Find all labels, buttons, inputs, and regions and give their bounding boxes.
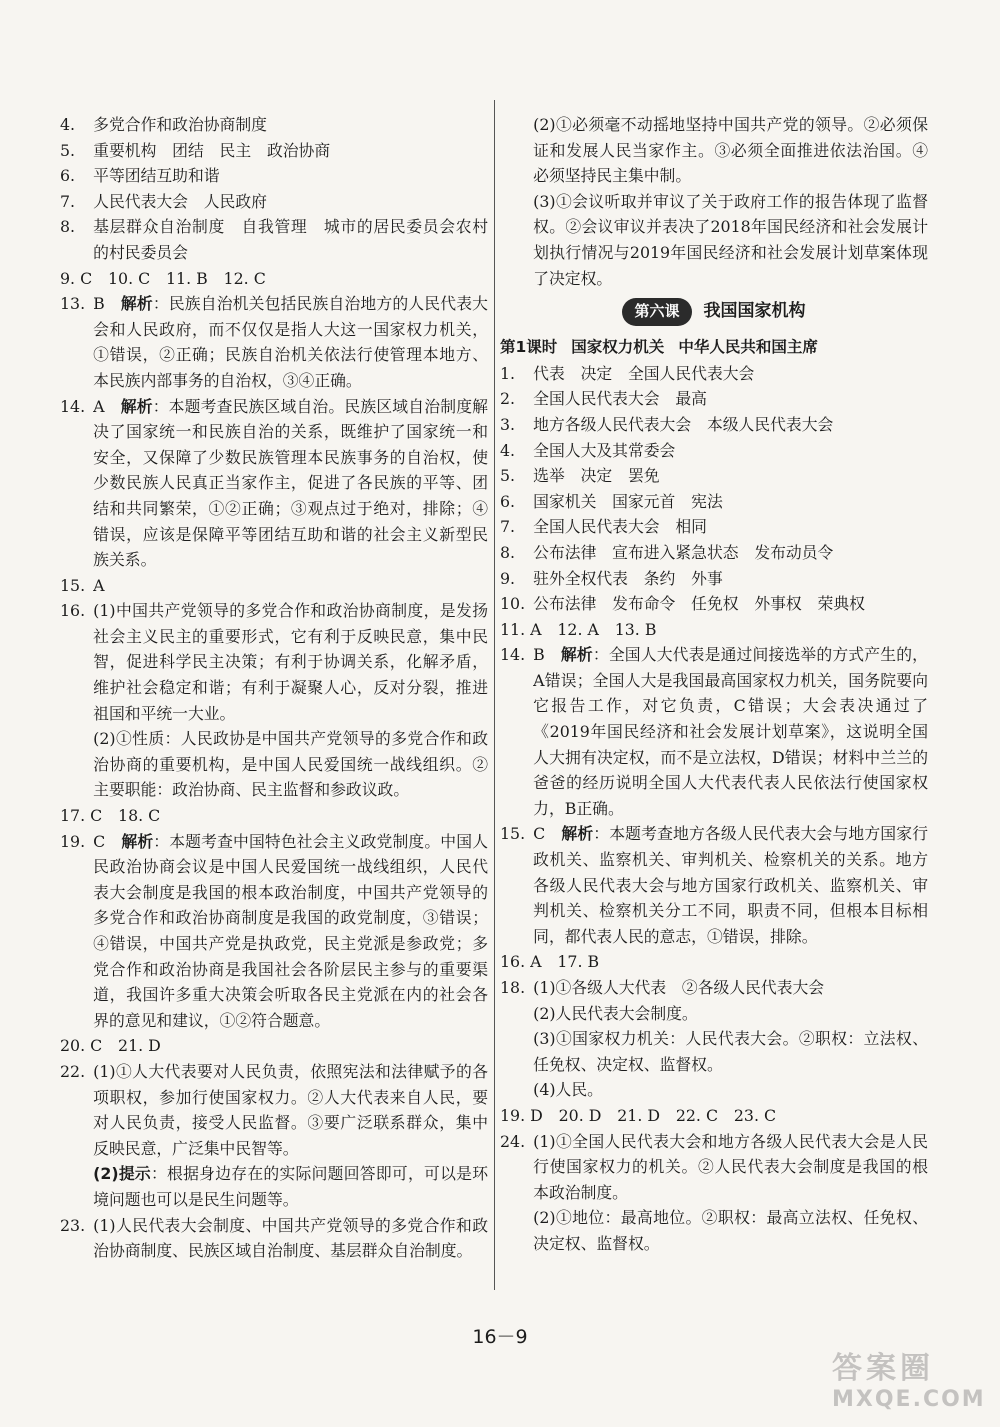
answer-item: 4. 全国人大及其常委会 [500, 440, 676, 460]
answer-item: 7. 全国人民代表大会 相同 [500, 517, 707, 537]
answer-item-23-part3: (3)①会议听取并审议了关于政府工作的报告体现了监督权。②会议审议并表决了2018年国民经济和社会发展计划执行情况与2019年国民经济和社会发展计划草案体现了决定权。 [533, 191, 928, 288]
answer-item: 5. 选举 决定 罢免 [500, 466, 660, 486]
left-column [60, 112, 488, 1264]
answer-item: 5. 重要机构 团结 民主 政治协商 [60, 140, 331, 160]
answer-item: 10. 公布法律 发布命令 任免权 外事权 荣典权 [500, 594, 865, 614]
answer-item-15: 15. C 解析：本题考查地方各级人民代表大会与地方国家行政机关、监察机关、审判机关、检察机关的关系。地方各级人民代表大会与地方国家行政机关、监察机关、审判机关、检察机关分工不同，职责不同，但根本目标相同，都代表人民的意志，①错误，排除。 [500, 824, 928, 946]
answer-item: 6. 国家机关 国家元首 宪法 [500, 491, 723, 511]
answer-item: 8. 公布法律 宣布进入紧急状态 发布动员令 [500, 542, 834, 562]
answer-item-22: 22. (1)①人大代表要对人民负责，依照宪法和法律赋予的各项职权，参加行使国家权力。②人大代表来自人民，要对人民负责，接受人民监督。③要广泛联系群众，集中反映民意，广泛集中民智等。 [60, 1061, 488, 1158]
answer-item: 4. 多党合作和政治协商制度 [60, 115, 267, 134]
mc-answers: 11. A 12. A 13. B [500, 619, 657, 639]
answer-item: 7. 人民代表大会 人民政府 [60, 191, 267, 211]
answer-item-23-part2: (2)①必须毫不动摇地坚持中国共产党的领导。②必须保证和发展人民当家作主。③必须全面推进依法治国。④必须坚持民主集中制。 [533, 115, 928, 186]
answer-item: 6. 平等团结互助和谐 [60, 166, 220, 186]
watermark-logo: 答案圈 MXQE.COM [832, 1351, 986, 1412]
column-divider [494, 100, 495, 1290]
answer-item: 1. 代表 决定 全国人民代表大会 [500, 363, 755, 383]
answer-item-15: 15. A [60, 575, 105, 595]
answer-item-16-part2: (2)①性质：人民政协是中国共产党领导的多党合作和政治协商的重要机构，是中国人民爱国统一战线组织。②主要职能：政治协商、民主监督和参政议政。 [93, 729, 488, 800]
right-column [500, 112, 928, 1257]
answer-item-13: 13. B 解析：民族自治机关包括民族自治地方的人民代表大会和人民政府，而不仅仅是指人大这一国家权力机关，①错误，②正确；民族自治机关依法行使管理本地方、本民族内部事务的自治权，③④正确。 [60, 294, 488, 390]
answer-item: 2. 全国人民代表大会 最高 [500, 389, 707, 409]
mc-answers: 9. C 10. C 11. B 12. C [60, 268, 266, 288]
answer-item-24: 24. (1)①全国人民代表大会和地方各级人民代表大会是人民行使国家权力的机关。②人民代表大会制度是我国的根本政治制度。 [500, 1131, 928, 1202]
answer-item-23: 23. (1)人民代表大会制度、中国共产党领导的多党合作和政治协商制度、民族区域自治制度、基层群众自治制度。 [60, 1215, 488, 1261]
answer-item-18-part3: (3)①国家权力机关：人民代表大会。②职权：立法权、任免权、决定权、监督权。 [533, 1029, 928, 1074]
section-heading: 第1课时 国家权力机关 中华人民共和国主席 [500, 338, 818, 357]
answer-item: 3. 地方各级人民代表大会 本级人民代表大会 [500, 414, 834, 434]
answer-item: 9. 驻外全权代表 条约 外事 [500, 568, 723, 588]
answer-item-18-part2: (2)人民代表大会制度。 [533, 1003, 698, 1023]
mc-answers: 16. A 17. B [500, 952, 600, 972]
answer-item-18: 18. (1)①各级人大代表 ②各级人民代表大会 [500, 978, 825, 997]
answer-item-22-part2: (2)提示：根据身边存在的实际问题回答即可，可以是环境问题也可以是民生问题等。 [93, 1164, 488, 1209]
answer-item: 8. 基层群众自治制度 自我管理 城市的居民委员会农村的村民委员会 [60, 217, 488, 262]
answer-item-14: 14. A 解析：本题考查民族区域自治。民族区域自治制度解决了国家统一和民族自治的关系，既维护了国家统一和安全，又保障了少数民族管理本民族事务的自治权，使少数民族人民真正当家作主，促进了各民族的平等、团结和共同繁荣，①②正确；③观点过于绝对，排除；④错误，应该是保障平等团结互助和谐的社会主义新型民族关系。 [60, 396, 488, 570]
page-number: 16－9 [472, 1326, 528, 1348]
answer-item-14: 14. B 解析：全国人大代表是通过间接选举的方式产生的，A错误；全国人大是我国最高国家权力机关，国务院要向它报告工作，对它负责，C错误；大会表决通过了《2019年国民经济和社会发展计划草案》，这说明全国人大拥有决定权，而不是立法权，D错误；材料中兰兰的爸爸的经历说明全国人大代表代表人民依法行使国家权力，B正确。 [500, 645, 928, 818]
lesson-heading [500, 297, 928, 327]
answer-item-24-part2: (2)①地位：最高地位。②职权：最高立法权、任免权、决定权、监督权。 [533, 1208, 928, 1253]
answer-item-19: 19. C 解析：本题考查中国特色社会主义政党制度。中国人民政治协商会议是中国人民爱国统一战线组织，人民代表大会制度是我国的根本政治制度，中国共产党领导的多党合作和政治协商制度是我国的政党制度，③错误；④错误，中国共产党是执政党，民主党派是参政党；多党合作和政治协商是我国社会各阶层民主参与的重要渠道，我国许多重大决策会听取各民主党派在内的社会各界的意见和建议，①②符合题意。 [60, 831, 488, 1030]
lesson-badge: 第六课 [622, 298, 691, 326]
mc-answers: 17. C 18. C [60, 806, 161, 826]
mc-answers: 19. D 20. D 21. D 22. C 23. C [500, 1105, 777, 1125]
lesson-title: 我国国家机构 [703, 301, 806, 322]
answer-item-16: 16. (1)中国共产党领导的多党合作和政治协商制度，是发扬社会主义民主的重要形式，它有利于反映民意，集中民智，促进科学民主决策；有利于协调关系，化解矛盾，维护社会稳定和谐；有利于凝聚人心，反对分裂，推进祖国和平统一大业。 [60, 601, 488, 723]
mc-answers: 20. C 21. D [60, 1036, 161, 1056]
answer-item-18-part4: (4)人民。 [533, 1080, 603, 1100]
